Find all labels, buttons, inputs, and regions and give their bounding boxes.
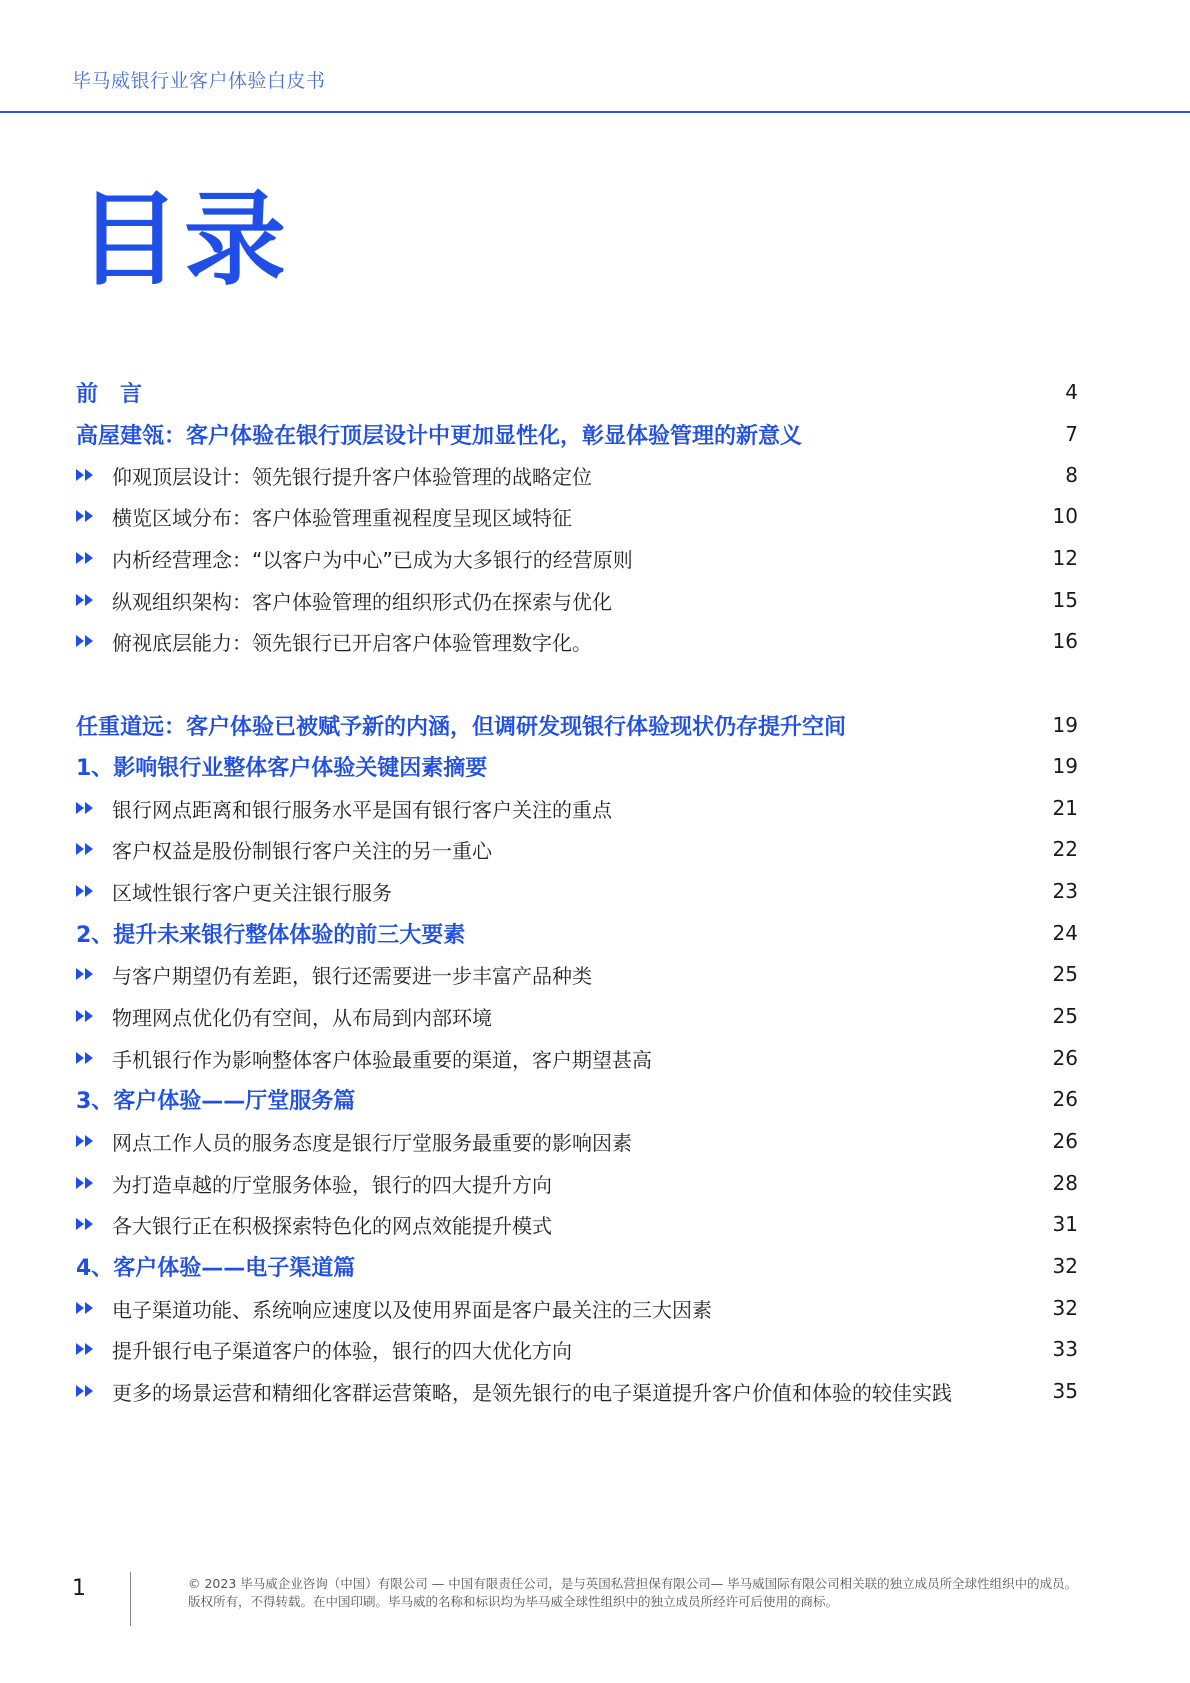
- toc-section-row[interactable]: [76, 414, 1078, 454]
- toc-entry-page-number: 4: [1065, 380, 1078, 404]
- footer-copyright: [188, 1575, 1088, 1611]
- double-chevron-right-icon: [76, 551, 112, 565]
- toc-entry-label: 任重道远：客户体验已被赋予新的内涵，但调研发现银行体验现状仍存提升空间: [76, 714, 847, 740]
- toc-section-row[interactable]: [76, 1079, 1078, 1119]
- toc-section-row[interactable]: [76, 372, 1078, 412]
- toc-subsection-row[interactable]: [76, 829, 1078, 869]
- toc-entry-page-number: 7: [1065, 422, 1078, 446]
- toc-entry-page-number: 32: [1052, 1296, 1078, 1320]
- double-chevron-right-icon: [76, 1301, 112, 1315]
- toc-entry-label: 与客户期望仍有差距，银行还需要进一步丰富产品种类: [112, 963, 592, 988]
- double-chevron-right-icon: [76, 1134, 112, 1148]
- double-chevron-right-icon: [76, 634, 112, 648]
- footer-copyright-line1: © 2023 毕马威企业咨询（中国）有限公司 — 中国有限责任公司，是与英国私营担保有限公司— 毕马威国际有限公司相关联的独立成员所全球性组织中的成员。: [188, 1576, 1078, 1591]
- toc-entry-page-number: 16: [1052, 629, 1078, 653]
- toc-entry-page-number: 26: [1052, 1046, 1078, 1070]
- toc-section-row[interactable]: [76, 705, 1078, 745]
- toc-section-row[interactable]: [76, 1246, 1078, 1286]
- page-title: 目录: [78, 181, 290, 300]
- toc-entry-page-number: 21: [1052, 796, 1078, 820]
- toc-entry-page-number: 33: [1052, 1337, 1078, 1361]
- footer-divider: [130, 1572, 131, 1626]
- toc-entry-page-number: 25: [1052, 1004, 1078, 1028]
- toc-entry-label: 俯视底层能力：领先银行已开启客户体验管理数字化。: [112, 630, 592, 655]
- toc-entry-label: 网点工作人员的服务态度是银行厅堂服务最重要的影响因素: [112, 1130, 632, 1155]
- toc-subsection-row[interactable]: [76, 954, 1078, 994]
- toc-subsection-row[interactable]: [76, 1163, 1078, 1203]
- double-chevron-right-icon: [76, 1342, 112, 1356]
- toc-entry-page-number: 28: [1052, 1171, 1078, 1195]
- toc-entry-page-number: 24: [1052, 921, 1078, 945]
- double-chevron-right-icon: [76, 593, 112, 607]
- toc-subsection-row[interactable]: [76, 1038, 1078, 1078]
- double-chevron-right-icon: [76, 1217, 112, 1231]
- toc-subsection-row[interactable]: [76, 621, 1078, 661]
- toc-entry-label: 内析经营理念：“以客户为中心”已成为大多银行的经营原则: [112, 547, 633, 572]
- double-chevron-right-icon: [76, 842, 112, 856]
- toc-entry-page-number: 19: [1052, 713, 1078, 737]
- toc-entry-label: 区域性银行客户更关注银行服务: [112, 880, 392, 905]
- double-chevron-right-icon: [76, 1384, 112, 1398]
- toc-entry-label: 客户权益是股份制银行客户关注的另一重心: [112, 838, 492, 863]
- toc-entry-label: 更多的场景运营和精细化客群运营策略，是领先银行的电子渠道提升客户价值和体验的较佳实践: [112, 1380, 952, 1405]
- toc-entry-page-number: 26: [1052, 1087, 1078, 1111]
- toc-entry-label: 纵观组织架构：客户体验管理的组织形式仍在探索与优化: [112, 589, 612, 614]
- toc-entry-label: 1、影响银行业整体客户体验关键因素摘要: [76, 755, 488, 781]
- double-chevron-right-icon: [76, 801, 112, 815]
- toc-entry-page-number: 15: [1052, 588, 1078, 612]
- toc-subsection-row[interactable]: [76, 871, 1078, 911]
- toc-entry-label: 提升银行电子渠道客户的体验，银行的四大优化方向: [112, 1338, 572, 1363]
- footer-page-number: 1: [72, 1576, 86, 1601]
- double-chevron-right-icon: [76, 1051, 112, 1065]
- toc-subsection-row[interactable]: [76, 788, 1078, 828]
- toc-subsection-row[interactable]: [76, 496, 1078, 536]
- toc-entry-page-number: 10: [1052, 504, 1078, 528]
- toc-entry-label: 高屋建瓴：客户体验在银行顶层设计中更加显性化，彰显体验管理的新意义: [76, 423, 803, 449]
- toc-section-row[interactable]: [76, 746, 1078, 786]
- double-chevron-right-icon: [76, 468, 112, 482]
- toc-subsection-row[interactable]: [76, 1329, 1078, 1369]
- toc-entry-label: 各大银行正在积极探索特色化的网点效能提升模式: [112, 1213, 552, 1238]
- toc-entry-page-number: 8: [1065, 463, 1078, 487]
- double-chevron-right-icon: [76, 1176, 112, 1190]
- toc-subsection-row[interactable]: [76, 1204, 1078, 1244]
- double-chevron-right-icon: [76, 884, 112, 898]
- toc-entry-page-number: 26: [1052, 1129, 1078, 1153]
- toc-entry-page-number: 32: [1052, 1254, 1078, 1278]
- toc-entry-label: 银行网点距离和银行服务水平是国有银行客户关注的重点: [112, 797, 612, 822]
- toc-entry-label: 前 言: [76, 381, 143, 407]
- toc-section-row[interactable]: [76, 913, 1078, 953]
- toc-entry-label: 4、客户体验——电子渠道篇: [76, 1255, 356, 1281]
- header-title: 毕马威银行业客户体验白皮书: [72, 70, 326, 92]
- toc-entry-page-number: 35: [1052, 1379, 1078, 1403]
- double-chevron-right-icon: [76, 509, 112, 523]
- toc-entry-page-number: 31: [1052, 1212, 1078, 1236]
- header-divider: [0, 111, 1190, 113]
- toc-subsection-row[interactable]: [76, 455, 1078, 495]
- toc-entry-label: 为打造卓越的厅堂服务体验，银行的四大提升方向: [112, 1172, 552, 1197]
- toc-entry-page-number: 23: [1052, 879, 1078, 903]
- toc-entry-label: 手机银行作为影响整体客户体验最重要的渠道，客户期望甚高: [112, 1047, 652, 1072]
- toc-subsection-row[interactable]: [76, 538, 1078, 578]
- toc-entry-label: 2、提升未来银行整体体验的前三大要素: [76, 922, 466, 948]
- toc-entry-label: 物理网点优化仍有空间，从布局到内部环境: [112, 1005, 492, 1030]
- toc-entry-page-number: 19: [1052, 754, 1078, 778]
- toc-entry-page-number: 25: [1052, 962, 1078, 986]
- toc-subsection-row[interactable]: [76, 1371, 1078, 1411]
- toc-entry-page-number: 22: [1052, 837, 1078, 861]
- toc-entry-label: 电子渠道功能、系统响应速度以及使用界面是客户最关注的三大因素: [112, 1297, 712, 1322]
- toc-subsection-row[interactable]: [76, 1121, 1078, 1161]
- toc-subsection-row[interactable]: [76, 580, 1078, 620]
- toc-entry-page-number: 12: [1052, 546, 1078, 570]
- toc-entry-label: 仰观顶层设计：领先银行提升客户体验管理的战略定位: [112, 464, 592, 489]
- double-chevron-right-icon: [76, 1009, 112, 1023]
- toc-entry-label: 3、客户体验——厅堂服务篇: [76, 1088, 356, 1114]
- toc-entry-label: 横览区域分布：客户体验管理重视程度呈现区域特征: [112, 505, 572, 530]
- double-chevron-right-icon: [76, 967, 112, 981]
- footer-copyright-line2: 版权所有，不得转载。在中国印刷。毕马威的名称和标识均为毕马威全球性组织中的独立成员所经许可后使用的商标。: [188, 1594, 839, 1609]
- toc-subsection-row[interactable]: [76, 996, 1078, 1036]
- toc-subsection-row[interactable]: [76, 1288, 1078, 1328]
